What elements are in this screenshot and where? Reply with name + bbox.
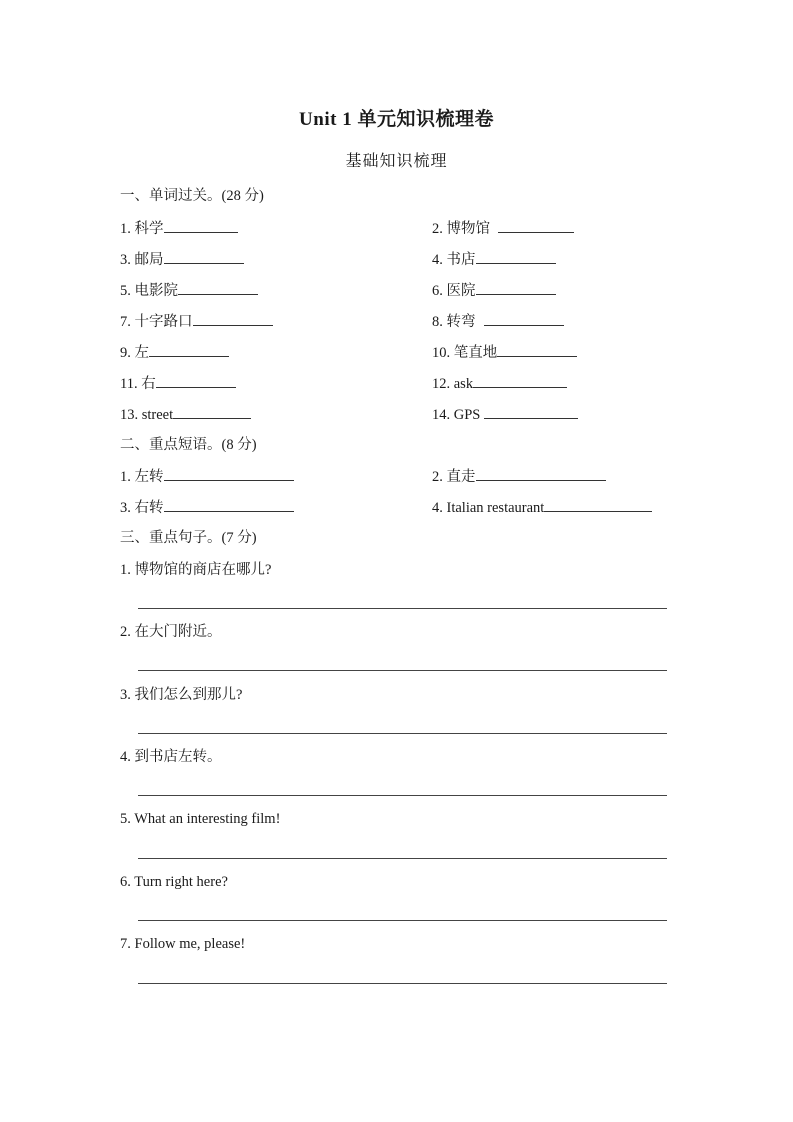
answer-blank[interactable] <box>173 404 251 419</box>
answer-line[interactable] <box>138 920 667 921</box>
answer-blank[interactable] <box>544 497 652 512</box>
page-title: Unit 1 单元知识梳理卷 <box>299 109 494 130</box>
answer-blank[interactable] <box>164 466 294 481</box>
sentence-item: 4. 到书店左转。 <box>120 749 222 765</box>
section-1-heading: 一、单词过关。(28 分) <box>120 188 264 204</box>
section-2-heading: 二、重点短语。(8 分) <box>120 437 257 453</box>
answer-blank[interactable] <box>473 373 567 388</box>
word-item: 5. 电影院 <box>120 280 258 301</box>
answer-blank[interactable] <box>498 218 574 233</box>
sentence-item: 2. 在大门附近。 <box>120 624 222 640</box>
answer-blank[interactable] <box>476 249 556 264</box>
answer-blank[interactable] <box>476 466 606 481</box>
answer-blank[interactable] <box>164 218 238 233</box>
sentence-item: 3. 我们怎么到那儿? <box>120 687 243 703</box>
phrase-item: 3. 右转 <box>120 497 294 518</box>
answer-blank[interactable] <box>164 497 294 512</box>
sentence-item: 5. What an interesting film! <box>120 811 281 827</box>
answer-blank[interactable] <box>484 311 564 326</box>
answer-blank[interactable] <box>497 342 577 357</box>
answer-blank[interactable] <box>193 311 273 326</box>
word-item: 9. 左 <box>120 342 229 363</box>
answer-line[interactable] <box>138 858 667 859</box>
word-item: 8. 转弯 <box>432 311 564 332</box>
answer-blank[interactable] <box>149 342 229 357</box>
answer-blank[interactable] <box>164 249 244 264</box>
section-3-heading: 三、重点句子。(7 分) <box>120 530 257 546</box>
answer-blank[interactable] <box>156 373 236 388</box>
phrase-item: 4. Italian restaurant <box>432 497 652 518</box>
word-item: 2. 博物馆 <box>432 218 574 239</box>
answer-line[interactable] <box>138 608 667 609</box>
answer-blank[interactable] <box>484 404 578 419</box>
answer-blank[interactable] <box>178 280 258 295</box>
word-item: 12. ask <box>432 373 567 394</box>
word-item: 7. 十字路口 <box>120 311 273 332</box>
word-item: 11. 右 <box>120 373 236 394</box>
answer-line[interactable] <box>138 983 667 984</box>
answer-blank[interactable] <box>476 280 556 295</box>
word-item: 13. street <box>120 404 251 425</box>
answer-line[interactable] <box>138 733 667 734</box>
phrase-item: 2. 直走 <box>432 466 606 487</box>
word-item: 4. 书店 <box>432 249 556 270</box>
word-item: 14. GPS <box>432 404 578 425</box>
answer-line[interactable] <box>138 795 667 796</box>
sentence-item: 7. Follow me, please! <box>120 936 246 952</box>
answer-line[interactable] <box>138 670 667 671</box>
word-item: 3. 邮局 <box>120 249 244 270</box>
word-item: 6. 医院 <box>432 280 556 301</box>
word-item: 1. 科学 <box>120 218 238 239</box>
sentence-item: 1. 博物馆的商店在哪儿? <box>120 562 272 578</box>
page-subtitle: 基础知识梳理 <box>345 153 448 170</box>
word-item: 10. 笔直地 <box>432 342 577 363</box>
sentence-item: 6. Turn right here? <box>120 874 228 890</box>
phrase-item: 1. 左转 <box>120 466 294 487</box>
